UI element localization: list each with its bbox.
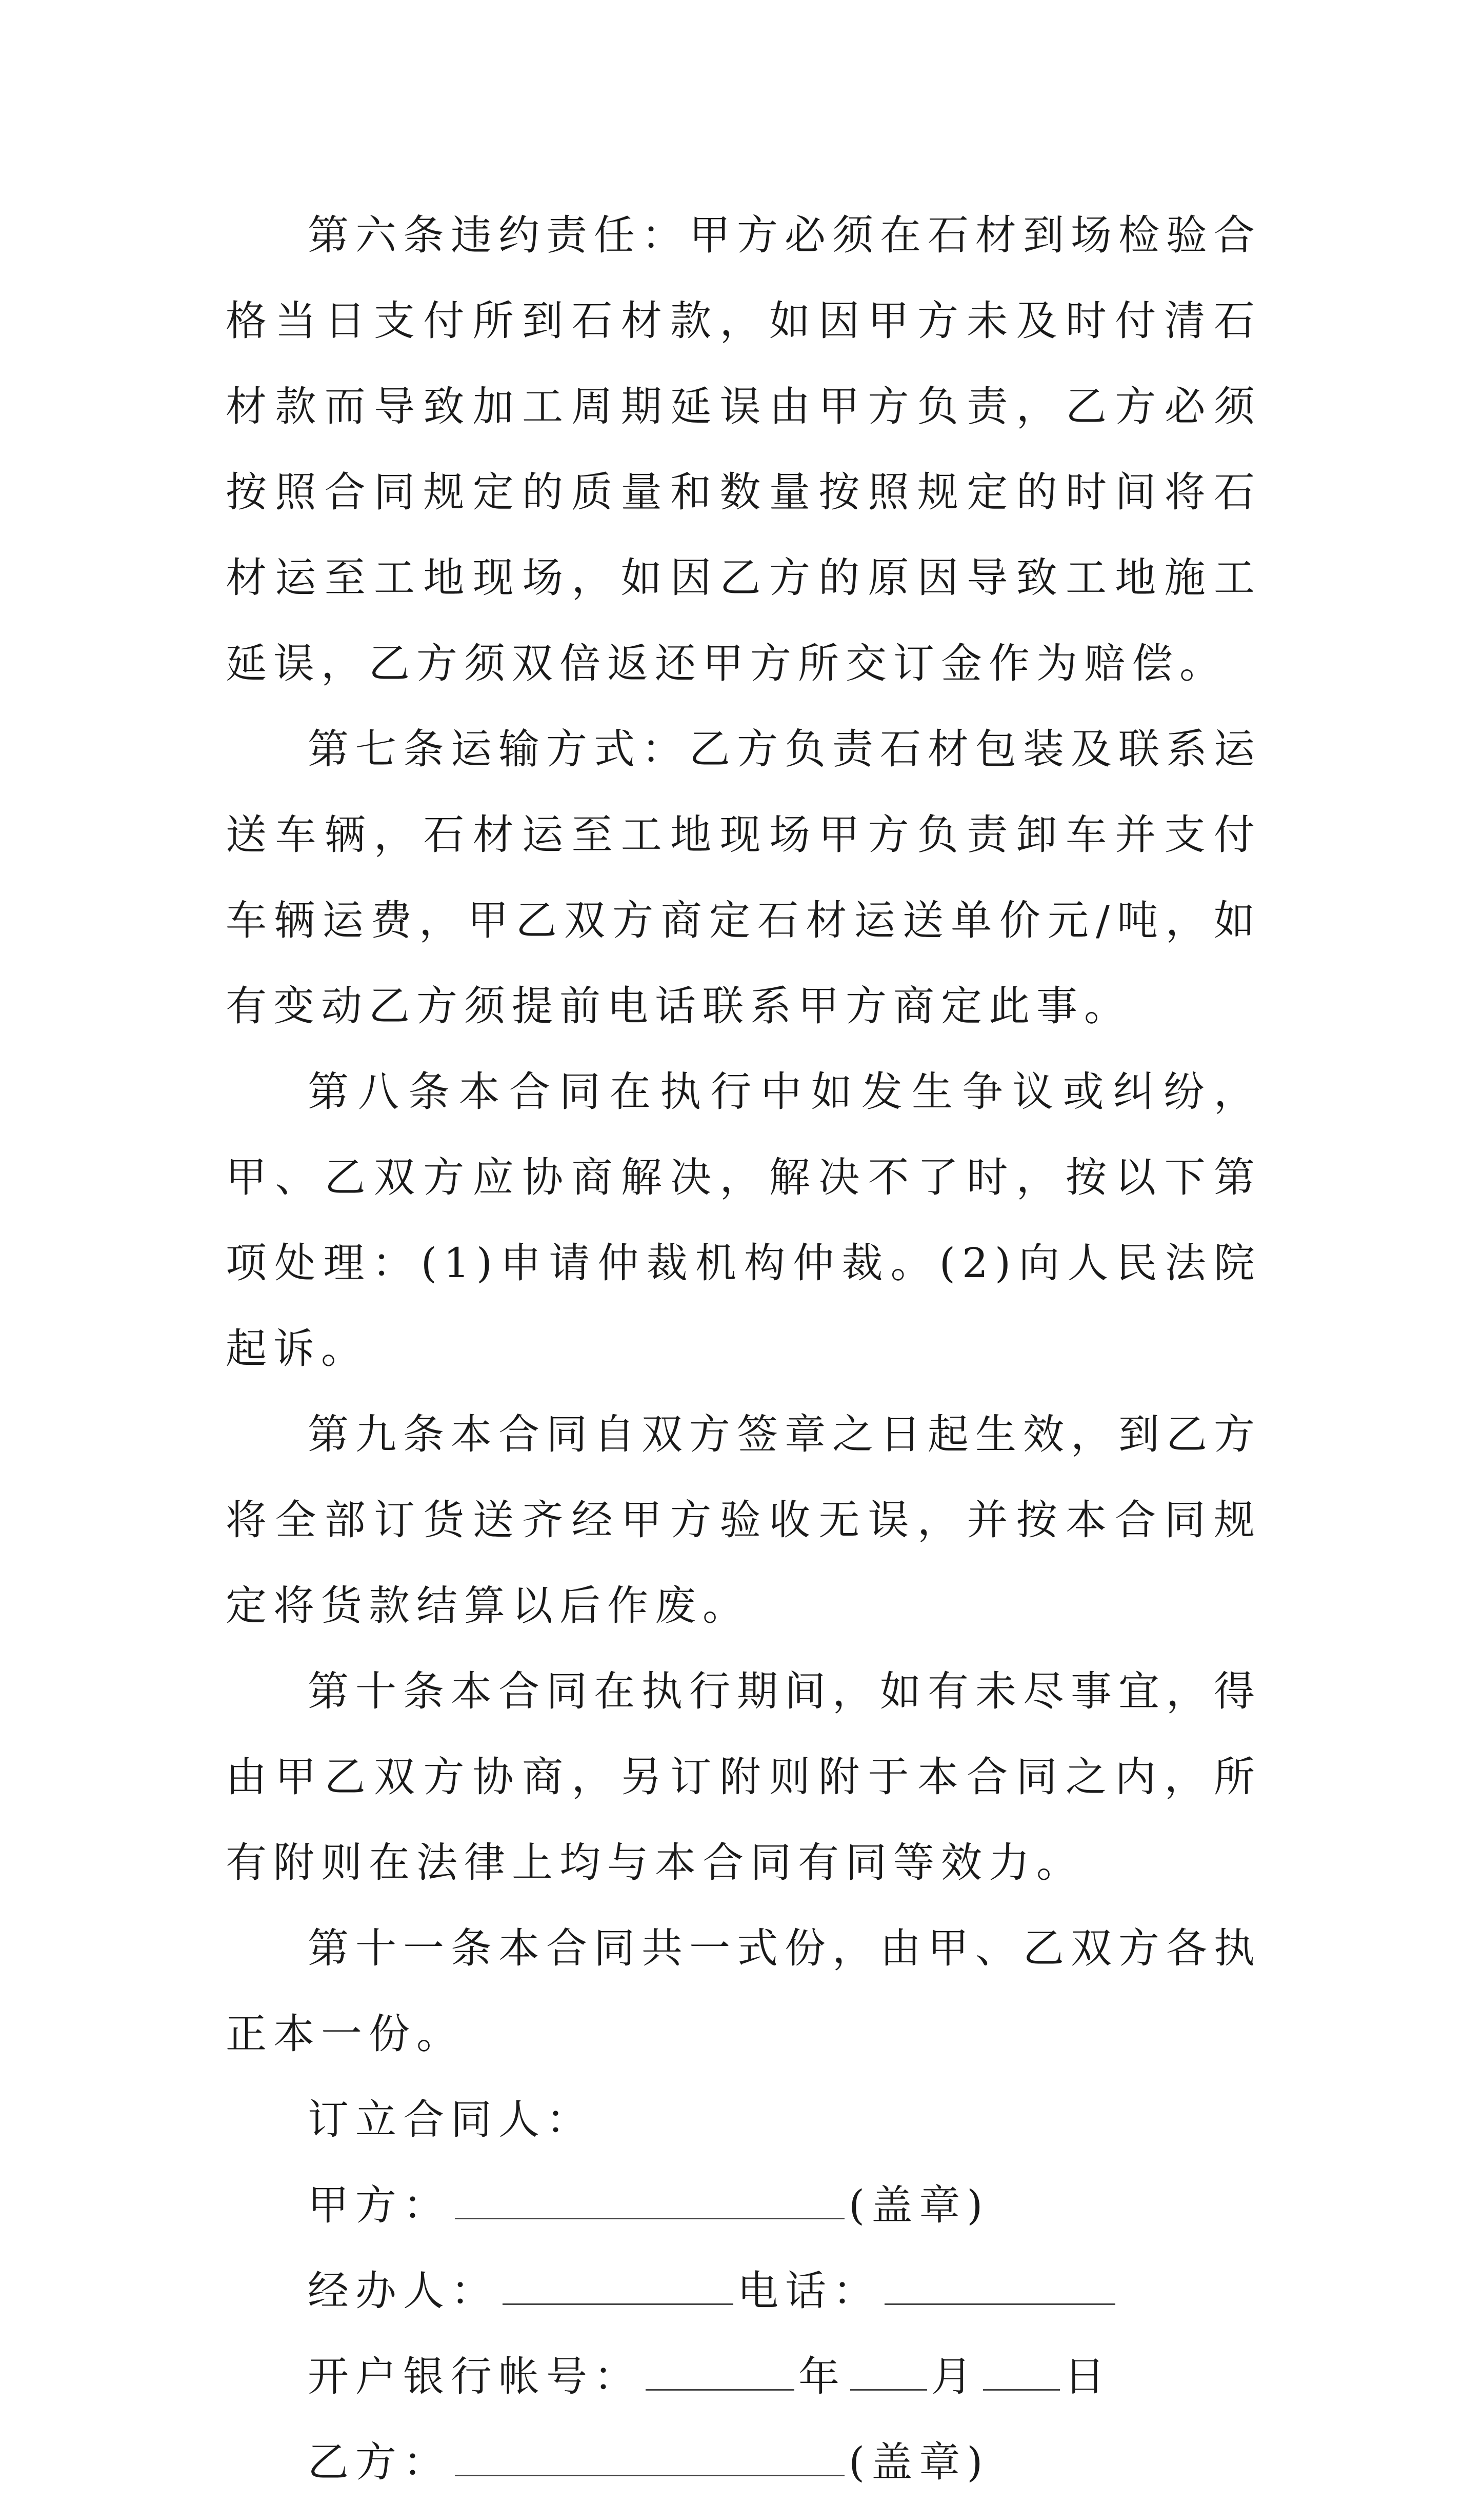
party-b-label: 乙方： [308, 2438, 451, 2486]
month-label: 月 [931, 2353, 979, 2400]
clause-article-6: 第六条违约责任：甲方必须在石材到场检验合格当日支付所到石材款，如因甲方未及时付清石材款而导致加工周期延误由甲方负责，乙方必须按照合同规定的质量和数量按照规定的时间将石材运至工地现场，如因乙方的原因导致工地施工延误，乙方须双倍返还甲方所交订金作为赔偿。 [226, 211, 1261, 687]
bank-label: 开户银行帐号： [308, 2353, 641, 2400]
phone-label: 电话： [737, 2267, 880, 2315]
clause-article-7: 第七条运输方式：乙方负责石材包装及联系运送车辆，石材运至工地现场甲方负责卸车并支付车辆运费，甲乙双方商定石材运送单价元/吨，如有变动乙方须提前电话联系甲方商定此事。 [226, 725, 1261, 1030]
clause-article-8: 第八条本合同在执行中如发生争议或纠纷，甲、乙双方应协商解决，解决不了时，按以下第项处理：(1)申请仲裁机构仲裁。(2)向人民法院起诉。 [226, 1068, 1261, 1373]
agent-label: 经办人： [308, 2267, 498, 2315]
agent-blank [503, 2268, 733, 2305]
party-b-seal: (盖章) [849, 2438, 990, 2486]
contract-body [226, 192, 1261, 2505]
day-label: 日 [1064, 2353, 1112, 2400]
party-a-seal: (盖章) [849, 2181, 990, 2229]
party-b-blank [455, 2439, 845, 2476]
signature-heading: 订立合同人： [308, 2096, 594, 2143]
bank-blank [646, 2353, 794, 2391]
agent-row [226, 2248, 1261, 2334]
phone-blank [885, 2268, 1115, 2305]
party-b-row [226, 2419, 1261, 2505]
party-a-row [226, 2162, 1261, 2248]
clause-article-11: 第十一条本合同共一式份，由甲、乙双方各执正本一份。 [226, 1924, 1261, 2058]
day-blank [983, 2353, 1060, 2391]
clause-article-9: 第九条本合同自双方签章之日起生效，到乙方将全部订货送齐经甲方验收无误，并按本合同规定将货款结算以后作废。 [226, 1410, 1261, 1629]
party-a-label: 甲方： [308, 2181, 451, 2229]
bank-date-row [226, 2334, 1261, 2419]
year-label: 年 [798, 2353, 846, 2400]
party-a-blank [455, 2182, 845, 2219]
clause-article-10: 第十条本合同在执行期间，如有未尽事宜，得由甲乙双方协商，另订附则附于本合同之内，所有附则在法律上均与本合同有同等效力。 [226, 1667, 1261, 1886]
month-blank [850, 2353, 927, 2391]
